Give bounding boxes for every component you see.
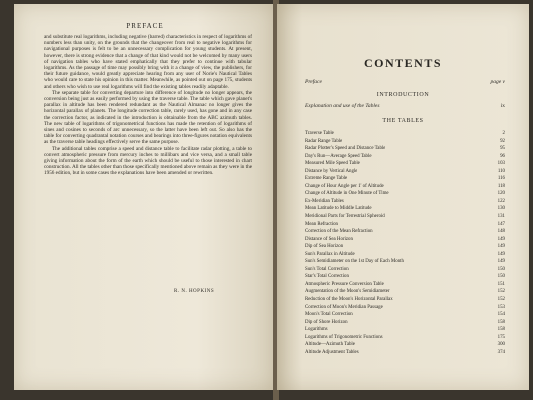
- contents-entry-page: 158: [497, 327, 505, 333]
- contents-list: [305, 130, 505, 356]
- contents-entry-label: Mean Latitude to Middle Latitude: [305, 206, 372, 212]
- contents-entry-page: 175: [497, 334, 505, 340]
- contents-entry-page: 110: [497, 168, 505, 174]
- contents-entry: [305, 326, 505, 334]
- contents-entry-label: Star's Total Correction: [305, 274, 349, 280]
- contents-entry-label: Atmospheric Pressure Conversion Table: [305, 281, 384, 287]
- contents-entry-label: Extreme Range Table: [305, 176, 348, 182]
- contents-entry-page: 147: [497, 221, 505, 227]
- contents-entry-page: 152: [497, 289, 505, 295]
- contents-entry-page: 95: [500, 146, 505, 152]
- contents-entry-label: Moon's Total Correction: [305, 312, 353, 318]
- contents-entry-label: Sun's Total Correction: [305, 266, 349, 272]
- contents-entry: [305, 168, 505, 176]
- right-page-contents: [277, 4, 529, 390]
- contents-entry-label: Radar Range Table: [305, 138, 343, 144]
- contents-entry: [305, 183, 505, 191]
- contents-entry: [305, 153, 505, 161]
- contents-entry-label: Correction of Moon's Meridian Passage: [305, 304, 383, 310]
- contents-entry-label: Meridional Parts for Terrestrial Spheroid: [305, 214, 385, 220]
- intro-entry: [305, 103, 505, 109]
- preface-body: [44, 34, 252, 177]
- preface-entry-page: page v: [490, 79, 505, 85]
- preface-paragraph: The separate table for converting departure into difference of longitude no longer appears, the conversion being just as easily performed by using the traverse table. The table which gave planet's parallax in altitude has been rendered redundant as the Nautical Almanac no longer gives the horizontal parallax of planets. The longitude correction table, rarely used, has gone and in any case the correction factor, as indicated in the introduction is obtainable from the ABC azimuth tables. The new table of logarithms of trigonometrical functions has made the retention of logarithms of sines and cosines to seconds of arc unnecessary, so the latter have been left out. So also has the table for converting quadrantal notation courses and bearings into three-figures notation equivalents as the traverse table headings effectively serve the same purpose.: [44, 89, 252, 146]
- contents-entry: [305, 243, 505, 251]
- contents-entry: [305, 258, 505, 266]
- contents-entry: [305, 251, 505, 259]
- preface-paragraph: and substitute real logarithms, including negative (barred) characteristics in respect of logarithms of numbers less than unity, on the grounds that the changeover from real to negative logarithms for navigational purposes is felt to be an unnecessary complication for young students. At present, however, there is strong evidence that a change of that kind would not be welcomed by many users of navigation tables who have stated emphatically that they prefer to continue with tabular logarithms. As the passage of time may possibly bring with it a change of view, the publishers, for their future guidance, would greatly appreciate hearing from any user of Norie's Nautical Tables who would care to state his opinion in this matter. Meanwhile, as pointed out on page 175, students and others who wish to use real logarithms will find the existing tables readily adaptable.: [44, 34, 252, 90]
- contents-entry-label: Reduction of the Moon's Horizontal Parallax: [305, 297, 393, 303]
- contents-entry-label: Distance of Sea Horizon: [305, 236, 353, 242]
- contents-entry-label: Distance by Vertical Angle: [305, 168, 358, 174]
- contents-entry: [305, 213, 505, 221]
- contents-entry-page: 2: [502, 131, 505, 136]
- contents-entry-page: 118: [497, 183, 505, 189]
- contents-entry-page: 103: [497, 161, 505, 167]
- contents-entry: [305, 190, 505, 198]
- contents-entry-page: 149: [497, 244, 505, 250]
- contents-entry-page: 154: [497, 312, 505, 318]
- contents-entry: [305, 349, 505, 357]
- contents-entry: [305, 138, 505, 146]
- contents-entry: [305, 281, 505, 289]
- contents-entry-label: Logarithms of Trigonometric Functions: [305, 334, 383, 340]
- contents-entry: [305, 145, 505, 153]
- contents-entry-page: 130: [497, 206, 505, 212]
- contents-entry-label: Sun's Parallax in Altitude: [305, 251, 355, 257]
- contents-entry-page: 374: [497, 349, 505, 355]
- contents-entry-label: Change of Hour Angle per 1' of Altitude: [305, 183, 384, 189]
- contents-entry: [305, 304, 505, 312]
- preface-signature: R. N. HOPKINS: [174, 289, 215, 294]
- contents-entry: [305, 334, 505, 342]
- introduction-heading: INTRODUCTION: [376, 92, 430, 98]
- contents-entry-label: Measured Mile Speed Table: [305, 161, 360, 167]
- contents-entry-label: Day's Run—Average Speed Table: [305, 153, 372, 159]
- contents-entry: [305, 175, 505, 183]
- intro-entry-page: ix: [500, 103, 505, 109]
- contents-entry: [305, 198, 505, 206]
- contents-title: CONTENTS: [363, 56, 443, 70]
- contents-entry-page: 300: [497, 342, 505, 348]
- intro-entry-label: Explanation and use of the Tables: [305, 103, 380, 109]
- contents-entry-page: 131: [497, 214, 505, 220]
- contents-entry: [305, 130, 505, 138]
- contents-entry-label: Sun's Semidiameter on the 1st Day of Each Month: [305, 259, 404, 265]
- contents-entry-page: 149: [497, 259, 505, 265]
- contents-entry-page: 120: [497, 191, 505, 197]
- preface-entry-label: Preface: [305, 79, 322, 85]
- contents-entry: [305, 236, 505, 244]
- contents-entry-page: 151: [497, 281, 505, 287]
- contents-entry-label: Logarithms: [305, 327, 328, 333]
- preface-title: PREFACE: [126, 22, 164, 30]
- contents-entry: [305, 288, 505, 296]
- contents-entry: [305, 319, 505, 327]
- contents-entry-page: 116: [497, 176, 505, 182]
- contents-entry-page: 153: [497, 304, 505, 310]
- contents-entry-page: 122: [497, 198, 505, 204]
- contents-entry: [305, 341, 505, 349]
- contents-entry-label: Dip of Shore Horizon: [305, 319, 348, 325]
- contents-entry: [305, 311, 505, 319]
- contents-entry-page: 148: [497, 229, 505, 235]
- contents-entry-page: 158: [497, 319, 505, 325]
- contents-entry-page: 152: [497, 297, 505, 303]
- contents-entry-page: 149: [497, 236, 505, 242]
- contents-entry-page: 150: [497, 266, 505, 272]
- contents-entry: [305, 221, 505, 229]
- tables-heading: THE TABLES: [382, 118, 424, 124]
- contents-entry: [305, 160, 505, 168]
- contents-entry-label: Radar Plotter's Speed and Distance Table: [305, 146, 386, 152]
- contents-entry-label: Altitude—Azimuth Table: [305, 342, 355, 348]
- preface-paragraph: The additional tables comprise a speed and distance table to facilitate radar plotting, a table to convert atmospheric pressure from mercury inches to millibars and vice versa, and a small table giving information about the form of the earth which should be useful to those interested in chart construction. All the tables other than those specifically mentioned above remain as they were in the 1956 edition, but in some cases the explanations have been amended or rewritten.: [44, 145, 253, 177]
- contents-entry-page: 96: [500, 153, 505, 159]
- contents-entry-page: 92: [500, 138, 505, 144]
- contents-entry-label: Altitude Adjustment Tables: [305, 349, 359, 355]
- preface-entry: [305, 79, 505, 85]
- contents-entry: [305, 273, 505, 281]
- contents-entry: [305, 266, 505, 274]
- contents-entry-label: Dip of Sea Horizon: [305, 244, 344, 250]
- contents-entry-label: Augmentation of the Moon's Semidiameter: [305, 289, 390, 295]
- contents-entry-label: Correction of the Mean Refraction: [305, 229, 373, 235]
- contents-entry-label: Traverse Table: [305, 131, 334, 136]
- contents-entry-label: Ex-Meridian Tables: [305, 198, 344, 204]
- contents-entry: [305, 228, 505, 236]
- contents-entry-label: Mean Refraction: [305, 221, 338, 227]
- contents-entry-page: 150: [497, 274, 505, 280]
- contents-entry: [305, 205, 505, 213]
- contents-entry-label: Change of Altitude in One Minute of Time: [305, 191, 389, 197]
- contents-entry-page: 149: [497, 251, 505, 257]
- contents-entry: [305, 296, 505, 304]
- left-page-preface: [14, 4, 276, 390]
